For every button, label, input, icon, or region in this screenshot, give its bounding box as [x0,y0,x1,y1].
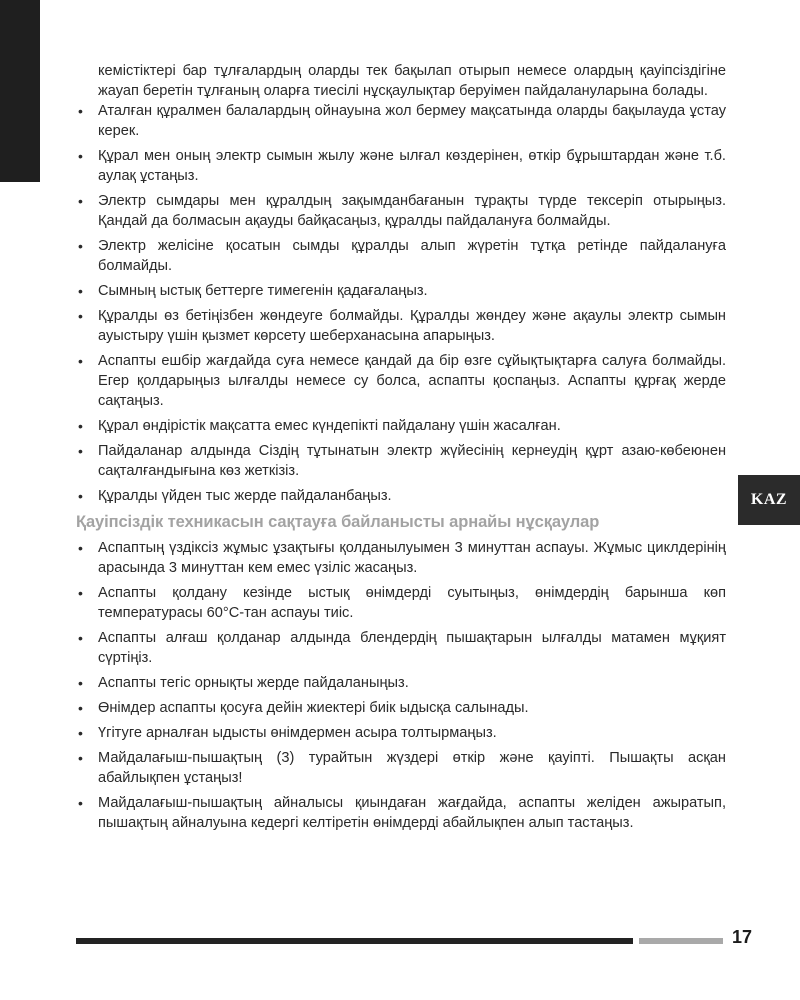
footer-rule-dark [76,938,633,944]
list-item: • Аталған құралмен балалардың ойнауына жол бермеу мақсатында оларды бақылауда ұстау керек. [76,101,726,141]
list-item: • Аспапты қолдану кезінде ыстық өнімдерді суытыңыз, өнімдердің барынша көп температурасы 60°С-тан аспауы тиіс. [76,583,726,623]
list-item: • Электр сымдары мен құралдың зақымданбағанын тұрақты түрде тексеріп отырыңыз. Қандай да болмасын ақауды байқасаңыз, құралды пайдалануға болмайды. [76,191,726,231]
list-item: • Аспаптың үздіксіз жұмыс ұзақтығы қолданылуымен 3 минуттан аспауы. Жұмыс циклдерінің арасында 3 минуттан кем емес үзіліс жасаңыз. [76,538,726,578]
list-item: • Пайдаланар алдында Сіздің тұтынатын электр жүйесінің кернеудің құрт азаю-көбеюнен сақталғандығына көз жеткізіз. [76,441,726,481]
list-item: • Аспапты ешбір жағдайда суға немесе қандай да бір өзге сұйықтықтарға салуға болмайды. Егер қолдарыңыз ылғалды немесе су болса, аспапты қоспаңыз. Аспапты құрғақ жерде сақтаңыз. [76,351,726,411]
general-safety-list [76,101,726,506]
list-item: • Құрал мен оның электр сымын жылу және ылғал көздерінен, өткір бұрыштардан және т.б. аулақ ұстаңыз. [76,146,726,186]
special-safety-list [76,538,726,833]
list-item: • Үгітуге арналған ыдысты өнімдермен асыра толтырмаңыз. [76,723,726,743]
list-item: • Құралды өз бетіңізбен жөндеуге болмайды. Құралды жөндеу және ақаулы электр сымын ауыстыру үшін қызмет көрсету шеберханасына апарыңыз. [76,306,726,346]
language-tab [738,475,800,525]
page-content [76,61,726,838]
language-tab-label: KAZ [750,491,788,508]
side-tab-marker [0,0,40,182]
footer-rule-light [639,938,723,944]
list-item: • Электр желісіне қосатын сымды құралды алып жүретін тұтқа ретінде пайдалануға болмайды. [76,236,726,276]
list-item: • Сымның ыстық беттерге тимегенін қадағалаңыз. [76,281,726,301]
intro-paragraph: кемістіктері бар тұлғалардың оларды тек бақылап отырып немесе олардың қауіпсіздігіне жауап беретін тұлғаның оларға тиесілі нұсқаулықтар беруімен пайдалануларына болады. [98,63,726,99]
list-item: • Майдалағыш-пышақтың (3) турайтын жүздері өткір және қауіпті. Пышақты асқан абайлықпен ұстаңыз! [76,748,726,788]
section-heading: Қауіпсіздік техникасын сақтауға байланысты арнайы нұсқаулар [76,513,600,531]
page-number: 17 [732,927,753,947]
list-item: • Аспапты алғаш қолданар алдында блендердің пышақтарын ылғалды матамен мұқият сүртіңіз. [76,628,726,668]
list-item: • Өнімдер аспапты қосуға дейін жиектері биік ыдысқа салынады. [76,698,726,718]
list-item: • Аспапты тегіс орнықты жерде пайдаланыңыз. [76,673,726,693]
list-item: • Құрал өндірістік мақсатта емес күндепікті пайдалану үшін жасалған. [76,416,726,436]
list-item: • Құралды үйден тыс жерде пайдаланбаңыз. [76,486,726,506]
list-item: • Майдалағыш-пышақтың айналысы қиындаған жағдайда, аспапты желіден ажыратып, пышақтың айналуына кедергі келтіретін өнімдерді абайлықпен алып тастаңыз. [76,793,726,833]
